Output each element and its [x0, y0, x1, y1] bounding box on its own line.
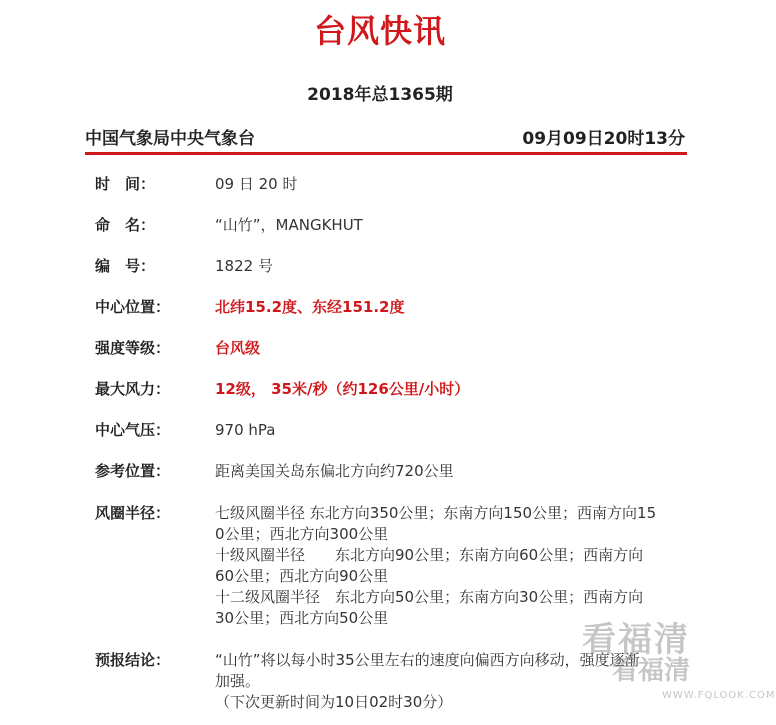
radius-line: 30公里；西北方向50公里	[215, 609, 389, 627]
forecast-line: “山竹”将以每小时35公里左右的速度向偏西方向移动，强度逐渐	[215, 651, 640, 669]
issuing-agency: 中国气象局中央气象台	[85, 129, 255, 149]
watermark-text: 看福清	[612, 656, 691, 686]
row-label: 参考位置：	[95, 462, 171, 480]
row-value: 1822 号	[215, 257, 273, 275]
forecast-line: （下次更新时间为10日02时30分）	[215, 693, 453, 711]
row-label: 中心位置：	[95, 298, 171, 316]
issue-number: 2018年总1365期	[307, 85, 453, 105]
row-value: “山竹”，MANGKHUT	[215, 216, 363, 234]
forecast-line: 加强。	[215, 672, 261, 690]
row-label: 时 间：	[95, 175, 156, 193]
site-watermark	[582, 612, 776, 712]
row-value: 09 日 20 时	[215, 175, 298, 193]
row-value: 北纬15.2度、东经151.2度	[215, 298, 405, 316]
row-label: 中心气压：	[95, 421, 171, 439]
row-value: 距离美国关岛东偏北方向约720公里	[215, 462, 454, 480]
row-value: 台风级	[215, 339, 261, 357]
row-label: 强度等级：	[95, 339, 171, 357]
row-label: 预报结论：	[95, 651, 171, 669]
watermark-url: WWW.FQLOOK.COM	[662, 690, 776, 701]
row-value	[215, 503, 675, 629]
row-label: 编 号：	[95, 257, 156, 275]
radius-line: 十级风圈半径 东北方向90公里；东南方向60公里；西南方向	[215, 546, 644, 564]
row-value: 970 hPa	[215, 421, 276, 439]
watermark-text: 看福清	[582, 620, 690, 660]
header-divider	[85, 152, 687, 155]
radius-line: 0公里；西北方向300公里	[215, 525, 389, 543]
row-label: 最大风力：	[95, 380, 171, 398]
radius-line: 60公里；西北方向90公里	[215, 567, 389, 585]
issue-time: 09月09日20时13分	[522, 129, 685, 149]
row-label: 风圈半径：	[95, 504, 171, 522]
row-label: 命 名：	[95, 216, 156, 234]
radius-line: 十二级风圈半径 东北方向50公里；东南方向30公里；西南方向	[215, 588, 644, 606]
bulletin-header	[85, 124, 685, 152]
radius-line: 七级风圈半径 东北方向350公里；东南方向150公里；西南方向15	[215, 504, 657, 522]
page-title: 台风快讯	[313, 12, 446, 50]
row-value: 12级， 35米/秒（约126公里/小时）	[215, 380, 470, 398]
